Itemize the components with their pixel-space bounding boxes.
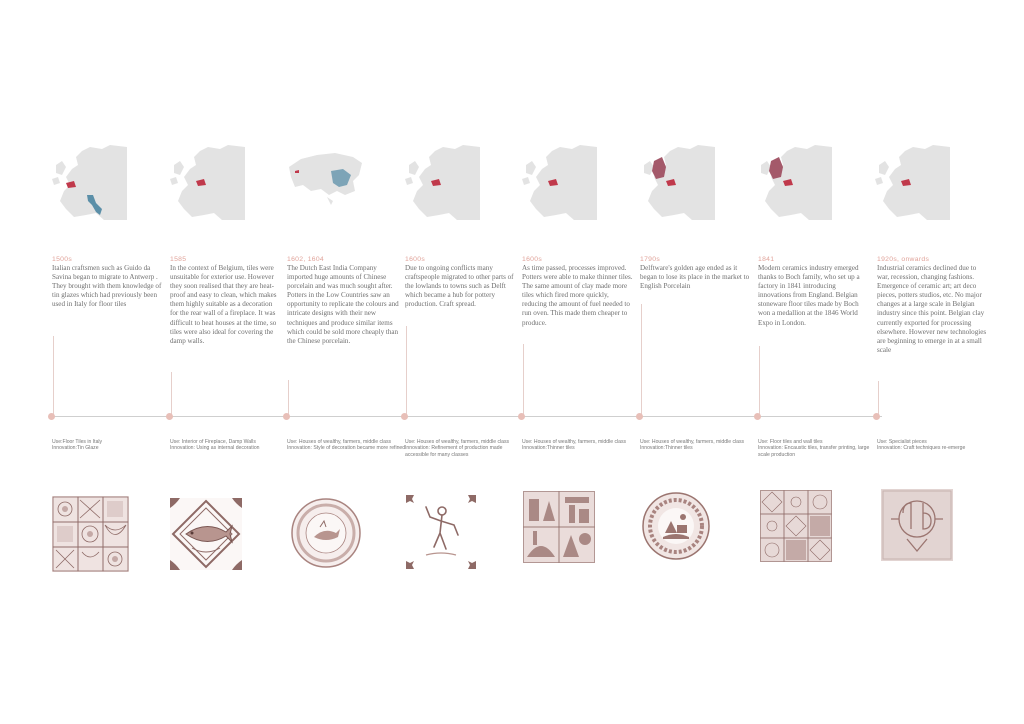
usage-note bbox=[170, 439, 290, 452]
usage-note bbox=[405, 439, 525, 458]
europe-map-italy-belgium-icon bbox=[52, 145, 127, 220]
europe-map-belgium-icon bbox=[170, 145, 245, 220]
connector-line bbox=[171, 372, 172, 414]
connector-line bbox=[288, 380, 289, 414]
connector-line bbox=[53, 336, 54, 414]
connector-line bbox=[878, 381, 879, 414]
connector-line bbox=[641, 304, 642, 414]
usage-note bbox=[877, 439, 997, 452]
period-label: 1790s bbox=[640, 256, 661, 263]
period-description: The Dutch East India Company imported huge amounts of Chinese porcelain and was much sought after. Potters in the Low Countries saw an opportunity to replicate the colours and intricate designs with their new techniques and produce similar items which could be sold more cheaply than the Chinese porcelain. bbox=[287, 264, 399, 345]
europe-map-england-belgium-icon bbox=[640, 145, 715, 220]
period-label: 1602, 1604 bbox=[287, 256, 325, 263]
innovation-text: Innovation:Tin Glaze bbox=[52, 445, 99, 452]
innovation-text: Innovation: Using as internal decoration bbox=[170, 445, 260, 452]
usage-note bbox=[522, 439, 642, 452]
period-label: 1920s, onwards bbox=[877, 256, 930, 263]
period-description: Italian craftsmen such as Guido da Savina began to migrate to Antwerp . They brought with them knowledge of tin glazes which had previously been used in Italy for floor tiles bbox=[52, 264, 162, 309]
period-description: As time passed, processes improved. Potters were able to make thinner tiles. The same amount of clay made more tiles which fired more quickly, reducing the amount of fuel needed to run oven. This made them cheaper to produce. bbox=[522, 264, 633, 327]
use-text: Use: Houses of wealthy, farmers, middle class bbox=[522, 439, 627, 445]
usage-note bbox=[758, 439, 878, 458]
usage-note bbox=[52, 439, 172, 452]
period-label: 1500s bbox=[52, 256, 73, 263]
timeline-dot bbox=[754, 413, 761, 420]
period-label: 1600s bbox=[405, 256, 426, 263]
innovation-text: Innovation: Encaustic tiles, transfer printing, large scale production bbox=[758, 445, 870, 458]
eurasia-map-china-icon bbox=[287, 145, 362, 220]
connector-line bbox=[759, 346, 760, 414]
usage-note bbox=[287, 439, 407, 452]
timeline-dot bbox=[283, 413, 290, 420]
use-text: Use: Houses of wealthy, farmers, middle class bbox=[405, 439, 510, 445]
period-label: 1600s bbox=[522, 256, 543, 263]
delft-figure-tile-image bbox=[406, 495, 476, 569]
connector-line bbox=[523, 344, 524, 414]
europe-map-belgium-icon bbox=[522, 145, 597, 220]
willow-pattern-plate-image bbox=[641, 491, 711, 561]
art-deco-relief-tile-image bbox=[881, 489, 953, 561]
use-text: Use: Houses of wealthy, farmers, middle class bbox=[287, 439, 392, 445]
use-text: Use: Specialist pieces bbox=[877, 439, 927, 445]
europe-map-belgium-icon bbox=[405, 145, 480, 220]
timeline-dot bbox=[518, 413, 525, 420]
period-label: 1585 bbox=[170, 256, 187, 263]
timeline-dot bbox=[48, 413, 55, 420]
europe-map-england-belgium-icon bbox=[757, 145, 832, 220]
patterned-floor-tiles-image bbox=[52, 496, 129, 572]
encaustic-tiles-image bbox=[760, 490, 832, 562]
innovation-text: Innovation:Thinner tiles bbox=[522, 445, 575, 452]
connector-line bbox=[406, 326, 407, 414]
period-label: 1841 bbox=[758, 256, 775, 263]
innovation-text: Innovation: Refinement of production made accessible for many classes bbox=[405, 445, 503, 458]
porcelain-plate-image bbox=[290, 497, 362, 569]
period-description: Due to ongoing conflicts many craftspeople migrated to other parts of the lowlands to towns such as Delft which became a hub for pottery production. Craft spread. bbox=[405, 264, 514, 309]
timeline-dot bbox=[166, 413, 173, 420]
period-description: Industrial ceramics declined due to war, recession, changing fashions. Emergence of ceramic art; art deco pieces, potters studios, etc. No major changes at a large scale in Belgian industry since this point. Belgian clay currently exported for processing elsewhere. However new technologies are beginning to emerge in at a small scale bbox=[877, 264, 987, 354]
use-text: Use: Interior of Fireplace, Damp Walls bbox=[170, 439, 256, 445]
scenic-tile-panel-image bbox=[523, 491, 595, 563]
innovation-text: Innovation: Craft techniques re-emerge bbox=[877, 445, 966, 452]
innovation-text: Innovation:Thinner tiles bbox=[640, 445, 693, 452]
use-text: Use:Floor Tiles in Italy bbox=[52, 439, 103, 445]
usage-note bbox=[640, 439, 760, 452]
timeline-dot bbox=[401, 413, 408, 420]
use-text: Use: Houses of wealthy, farmers, middle class bbox=[640, 439, 745, 445]
period-description: In the context of Belgium, tiles were unsuitable for exterior use. However they soon realised that they are heat-proof and easy to clean, which makes them highly suitable as a decoration for the rear wall of a fireplace. It was difficult to heat houses at the time, so tiles were also ideal for covering the damp walls. bbox=[170, 264, 277, 345]
timeline-dot bbox=[636, 413, 643, 420]
period-description: Modern ceramics industry emerged thanks to Boch family, who set up a factory in 1841 introducing innovations from England. Belgian stoneware floor tiles made by Boch won a medallion at the 1846 World Expo in London. bbox=[758, 264, 860, 327]
use-text: Use: Floor tiles and wall tiles bbox=[758, 439, 823, 445]
europe-map-belgium-icon bbox=[875, 145, 950, 220]
period-description: Delftware's golden age ended as it began to lose its place in the market to English Porcelain bbox=[640, 264, 750, 291]
innovation-text: Innovation: Style of decoration became more refined bbox=[287, 445, 406, 452]
fish-tile-image bbox=[170, 498, 242, 570]
timeline-dot bbox=[873, 413, 880, 420]
